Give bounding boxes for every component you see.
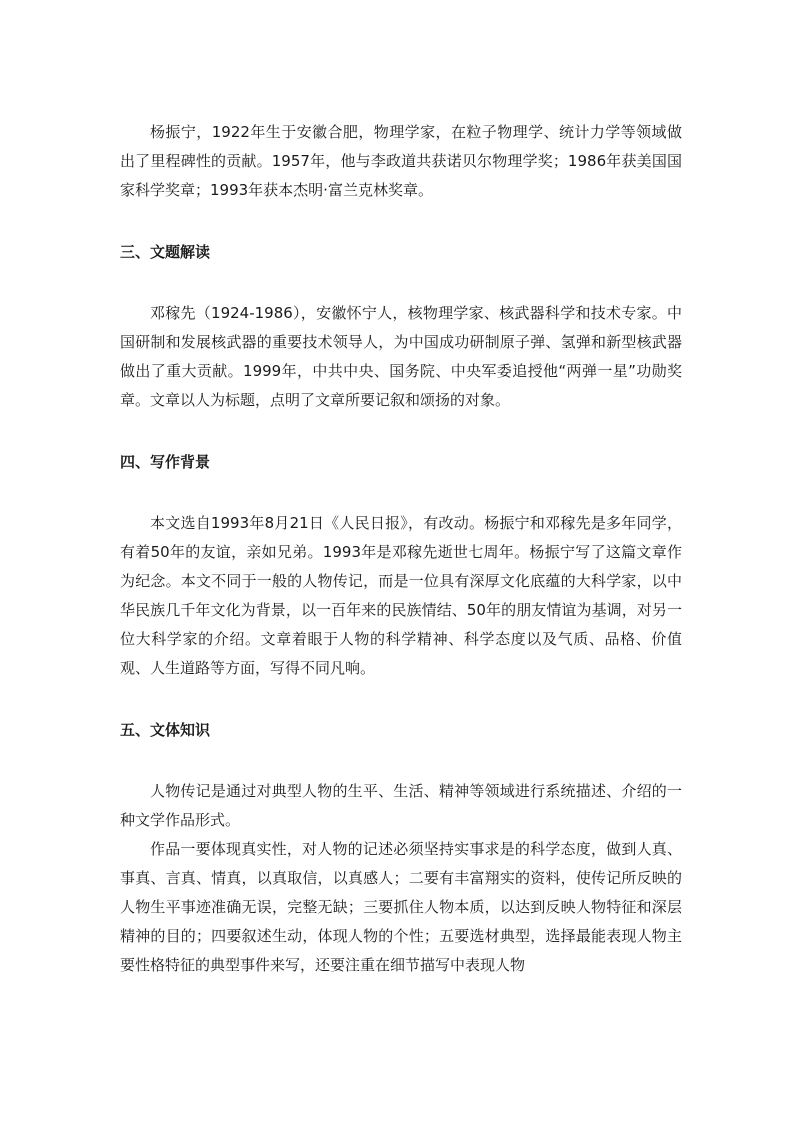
- intro-paragraph: 杨振宁，1922年生于安徽合肥，物理学家，在粒子物理学、统计力学等领域做出了里程碑性的贡献。1957年，他与李政道共获诺贝尔物理学奖；1986年获美国国家科学奖章；1993年获本杰明·富兰克林奖章。: [120, 123, 682, 199]
- section-5-heading: 五、文体知识: [120, 721, 211, 739]
- section-4-heading: 四、写作背景: [120, 453, 211, 471]
- section-3-heading: 三、文题解读: [120, 243, 211, 261]
- section-4-paragraph: 本文选自1993年8月21日《人民日报》，有改动。杨振宁和邓稼先是多年同学，有着50年的友谊，亲如兄弟。1993年是邓稼先逝世七周年。杨振宁写了这篇文章作为纪念。本文不同于一般的人物传记，而是一位具有深厚文化底蕴的大科学家，以中华民族几千年文化为背景，以一百年来的民族情结、50年的朋友情谊为基调，对另一位大科学家的介绍。文章着眼于人物的科学精神、科学态度以及气质、品格、价值观、人生道路等方面，写得不同凡响。: [120, 514, 682, 677]
- section-3-paragraph: 邓稼先（1924-1986），安徽怀宁人，核物理学家、核武器科学和技术专家。中国研制和发展核武器的重要技术领导人，为中国成功研制原子弹、氢弹和新型核武器做出了重大贡献。1999年，中共中央、国务院、中央军委追授他“两弹一星”功勋奖章。文章以人为标题，点明了文章所要记叙和颂扬的对象。: [120, 304, 682, 409]
- section-5-paragraph-2: 作品一要体现真实性，对人物的记述必须坚持实事求是的科学态度，做到人真、事真、言真、情真，以真取信，以真感人；二要有丰富翔实的资料，使传记所反映的人物生平事迹准确无误，完整无缺；三要抓住人物本质，以达到反映人物特征和深层精神的目的；四要叙述生动，体现人物的个性；五要选材典型，选择最能表现人物主要性格特征的典型事件来写，还要注重在细节描写中表现人物: [120, 840, 682, 974]
- section-5-paragraph-1: 人物传记是通过对典型人物的生平、生活、精神等领域进行系统描述、介绍的一种文学作品形式。: [120, 782, 682, 829]
